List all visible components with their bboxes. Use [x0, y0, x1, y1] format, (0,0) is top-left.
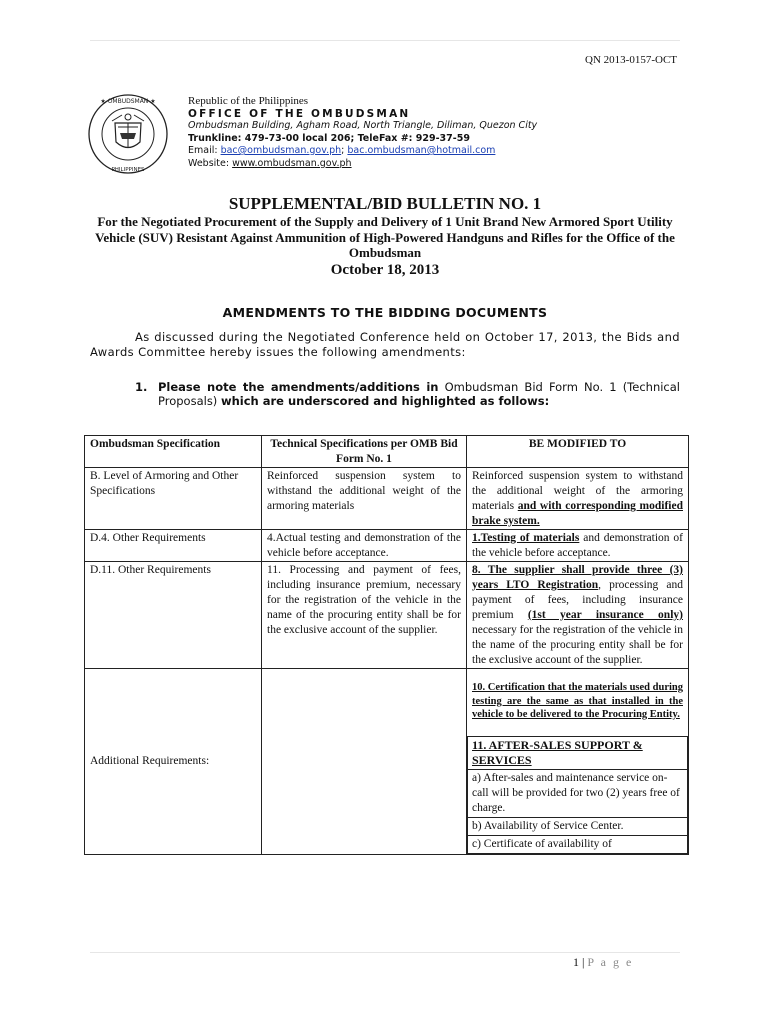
- website-line: [188, 158, 537, 171]
- modified-plain: , processing and payment of fees, including insurance premium: [472, 579, 683, 621]
- email-line: [188, 145, 537, 158]
- tech-cell: 4.Actual testing and demonstration of the vehicle before acceptance.: [262, 530, 467, 562]
- after-sales-item-a: a) After-sales and maintenance service on-call will be provided for two (2) years free of charge.: [468, 769, 688, 817]
- spec-cell: D.4. Other Requirements: [85, 530, 262, 562]
- document-reference-number: QN 2013-0157-OCT: [585, 54, 677, 66]
- amendments-table: [84, 435, 689, 855]
- modified-highlight: and with corresponding modified brake system.: [472, 500, 683, 527]
- item-number: 1.: [135, 380, 148, 394]
- republic-line: Republic of the Philippines: [188, 95, 309, 107]
- after-sales-item-c: c) Certificate of availability of: [468, 835, 688, 853]
- modified-plain: necessary for the registration of the vehicle in the name of the procuring entity shall be for the exclusive account of the supplier.: [472, 624, 683, 666]
- page-number-value: 1: [573, 955, 579, 969]
- trunkline: Trunkline: 479-73-00 local 206; TeleFax #: 929-37-59: [188, 132, 470, 144]
- after-sales-table: [467, 736, 688, 854]
- modified-highlight: 1.Testing of materials: [472, 532, 580, 544]
- ombudsman-seal-icon: [82, 93, 174, 175]
- modified-plain: and demonstration of the vehicle before acceptance.: [472, 532, 683, 559]
- item-text-a: Please note the amendments/additions in: [158, 380, 439, 394]
- page-number: [573, 955, 633, 970]
- modified-cell: [467, 468, 689, 530]
- bulletin-date: October 18, 2013: [330, 262, 440, 278]
- certification-requirement: 10. Certification that the materials used during testing are the same as that installed in the vehicle to be delivered to the Procuring Entity.: [472, 682, 683, 720]
- spec-cell: D.11. Other Requirements: [85, 562, 262, 669]
- table-row: [85, 530, 689, 562]
- bulletin-subtitle: For the Negotiated Procurement of the Supply and Delivery of 1 Unit Brand New Armored Sport Utility Vehicle (SUV) Resistant Against Ammunition of High-Powered Handguns and Rifles for the Office of the Ombudsman: [95, 214, 675, 260]
- amendments-heading: AMENDMENTS TO THE BIDDING DOCUMENTS: [222, 305, 548, 320]
- svg-text:PHILIPPINES: PHILIPPINES: [111, 167, 145, 173]
- intro-paragraph: As discussed during the Negotiated Conference held on October 17, 2013, the Bids and Awards Committee hereby issues the following amendments:: [90, 330, 680, 359]
- footer-rule: [90, 952, 680, 953]
- email-label: Email:: [188, 145, 221, 156]
- item-text-c: which are underscored and highlighted as follows:: [220, 394, 550, 408]
- modified-highlight: 8. The supplier shall provide three (3) years LTO Registration: [472, 564, 683, 591]
- letterhead: [188, 95, 537, 170]
- email-separator: ;: [341, 145, 348, 156]
- website-link[interactable]: www.ombudsman.gov.ph: [232, 157, 352, 169]
- website-label: Website:: [188, 157, 233, 169]
- office-address: Ombudsman Building, Agham Road, North Triangle, Diliman, Quezon City: [188, 120, 538, 131]
- item-text: [158, 380, 680, 408]
- bulletin-title: SUPPLEMENTAL/BID BULLETIN NO. 1: [228, 194, 542, 213]
- modified-cell: [467, 530, 689, 562]
- tech-cell: 11. Processing and payment of fees, including insurance premium, necessary for the registration of the vehicle in the name of the procuring entity shall be for the exclusive account of the supplier.: [262, 562, 467, 669]
- spec-cell: B. Level of Armoring and Other Specifications: [85, 468, 262, 530]
- item-text-b: Ombudsman Bid Form No. 1 (Technical Proposals): [158, 380, 680, 408]
- modified-plain: Reinforced suspension system to withstand the additional weight of the armoring materials: [472, 470, 683, 512]
- amendment-item-1: [135, 380, 680, 408]
- svg-text:★ OMBUDSMAN ★: ★ OMBUDSMAN ★: [100, 98, 156, 105]
- after-sales-heading: 11. AFTER-SALES SUPPORT & SERVICES: [468, 736, 688, 769]
- modified-cell: [467, 562, 689, 669]
- email-link-hotmail[interactable]: bac.ombudsman@hotmail.com: [347, 145, 496, 156]
- header-cell: BE MODIFIED TO: [467, 436, 689, 468]
- table-header-row: [85, 436, 689, 468]
- office-name: OFFICE OF THE OMBUDSMAN: [188, 107, 411, 120]
- email-link-bac[interactable]: bac@ombudsman.gov.ph: [220, 145, 342, 156]
- modified-cell: [467, 669, 689, 855]
- spec-label: Additional Requirements:: [90, 755, 210, 768]
- header-cell: Ombudsman Specification: [85, 436, 262, 468]
- after-sales-item-b: b) Availability of Service Center.: [468, 817, 688, 835]
- table-row: [85, 669, 689, 855]
- header-cell: Technical Specifications per OMB Bid Form No. 1: [262, 436, 467, 468]
- tech-cell: Reinforced suspension system to withstand the additional weight of the armoring materials: [262, 468, 467, 530]
- modified-highlight: (1st year insurance only): [527, 609, 683, 621]
- tech-cell: [262, 669, 467, 855]
- top-rule: [90, 40, 680, 41]
- page-separator: |: [579, 955, 588, 969]
- page-word: P a g e: [587, 955, 634, 969]
- spec-cell: [85, 669, 262, 855]
- table-row: [85, 562, 689, 669]
- table-row: [85, 468, 689, 530]
